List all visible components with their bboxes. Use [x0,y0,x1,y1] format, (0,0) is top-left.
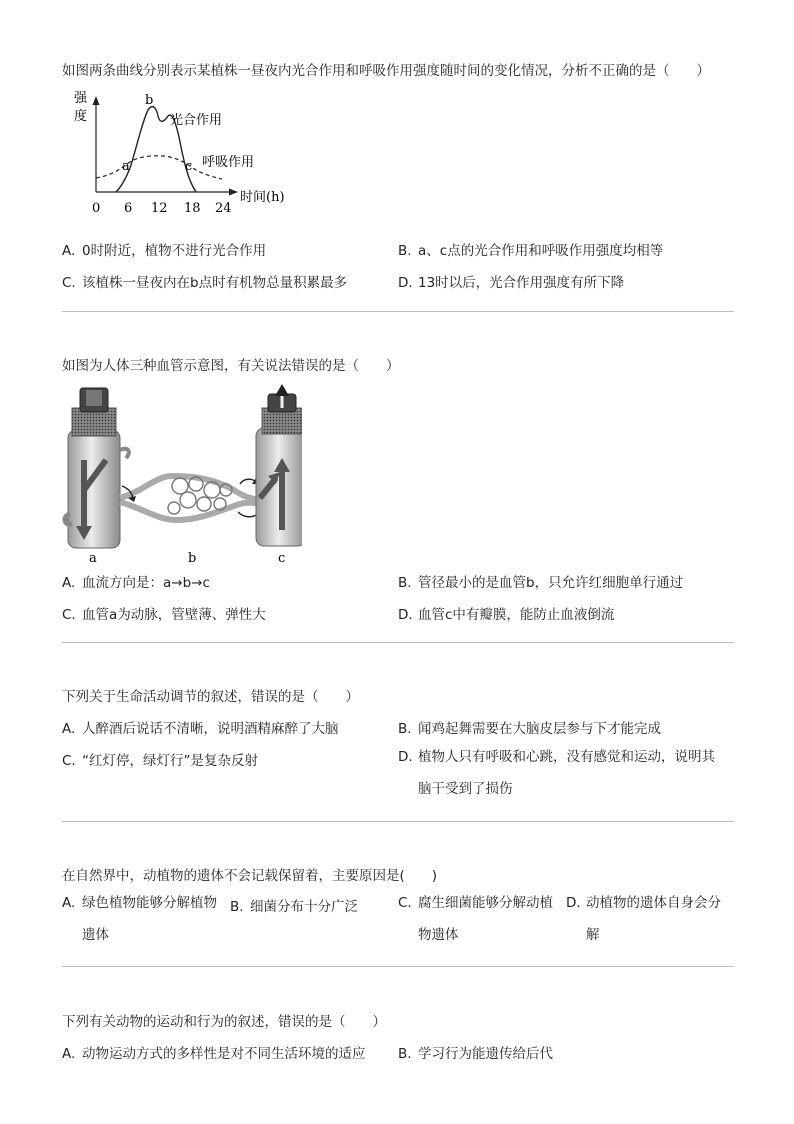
q4-option-d[interactable]: D. 动植物的遗体自身会分解 [566,895,721,943]
photosynthesis-label: 光合作用 [170,113,223,128]
q3-option-b[interactable]: B. 闻鸡起舞需要在大脑皮层参与下才能完成 [398,721,661,737]
question-5-stem: 下列有关动物的运动和行为的叙述，错误的是（ ） [62,1014,386,1030]
point-b-label: b [145,93,154,108]
q4-option-b[interactable]: B. 细菌分布十分广泛 [230,899,358,915]
q2-option-d[interactable]: D. 血管c中有瓣膜，能防止血液倒流 [398,607,615,623]
question-4-stem: 在自然界中，动植物的遗体不会记载保留着，主要原因是( ) [62,868,438,884]
q4-option-c[interactable]: C. 腐生细菌能够分解动植物遗体 [398,895,553,943]
photosynthesis-respiration-graph [72,86,302,216]
blood-vessels-diagram [62,380,302,566]
respiration-label: 呼吸作用 [202,155,255,170]
y-axis-label-2: 度 [74,109,88,124]
q1-option-b[interactable]: B. a、c点的光合作用和呼吸作用强度均相等 [398,243,664,259]
x-tick-6: 6 [124,201,133,216]
question-3-stem: 下列关于生命活动调节的叙述，错误的是（ ） [62,689,359,705]
q1-option-d[interactable]: D. 13时以后，光合作用强度有所下降 [398,275,625,291]
vessel-a-label: a [89,551,97,566]
point-c-label: c [185,159,193,174]
q4-option-a[interactable]: A. 绿色植物能够分解植物遗体 [62,895,217,943]
q3-option-d[interactable]: D. 植物人只有呼吸和心跳，没有感觉和运动，说明其脑干受到了损伤 [398,749,715,797]
x-tick-24: 24 [215,201,232,216]
q1-option-a[interactable]: A. 0时附近，植物不进行光合作用 [62,243,267,259]
question-2-stem: 如图为人体三种血管示意图，有关说法错误的是（ ） [62,358,400,374]
point-a-label: a [122,159,130,174]
q5-option-b[interactable]: B. 学习行为能遗传给后代 [398,1046,553,1062]
q2-option-a[interactable]: A. 血流方向是：a→b→c [62,575,210,591]
q3-option-c[interactable]: C. “红灯停，绿灯行”是复杂反射 [62,753,258,769]
x-tick-0: 0 [92,201,101,216]
q1-option-c[interactable]: C. 该植株一昼夜内在b点时有机物总量积累最多 [62,275,348,291]
y-axis-label-1: 强 [74,91,88,106]
x-tick-18: 18 [184,201,201,216]
q5-option-a[interactable]: A. 动物运动方式的多样性是对不同生活环境的适应 [62,1046,366,1062]
divider [62,821,734,822]
x-tick-12: 12 [151,201,168,216]
vessel-b-label: b [188,551,197,566]
divider [62,311,734,312]
q2-option-b[interactable]: B. 管径最小的是血管b，只允许红细胞单行通过 [398,575,684,591]
q3-option-a[interactable]: A. 人醉酒后说话不清晰，说明酒精麻醉了大脑 [62,721,339,737]
vessel-c-label: c [278,551,286,566]
question-1-stem: 如图两条曲线分别表示某植株一昼夜内光合作用和呼吸作用强度随时间的变化情况，分析不正确的是（ ） [62,63,710,79]
x-axis-label: 时间(h) [240,190,285,205]
divider [62,966,734,967]
q2-option-c[interactable]: C. 血管a为动脉，管壁薄、弹性大 [62,607,266,623]
divider [62,642,734,643]
